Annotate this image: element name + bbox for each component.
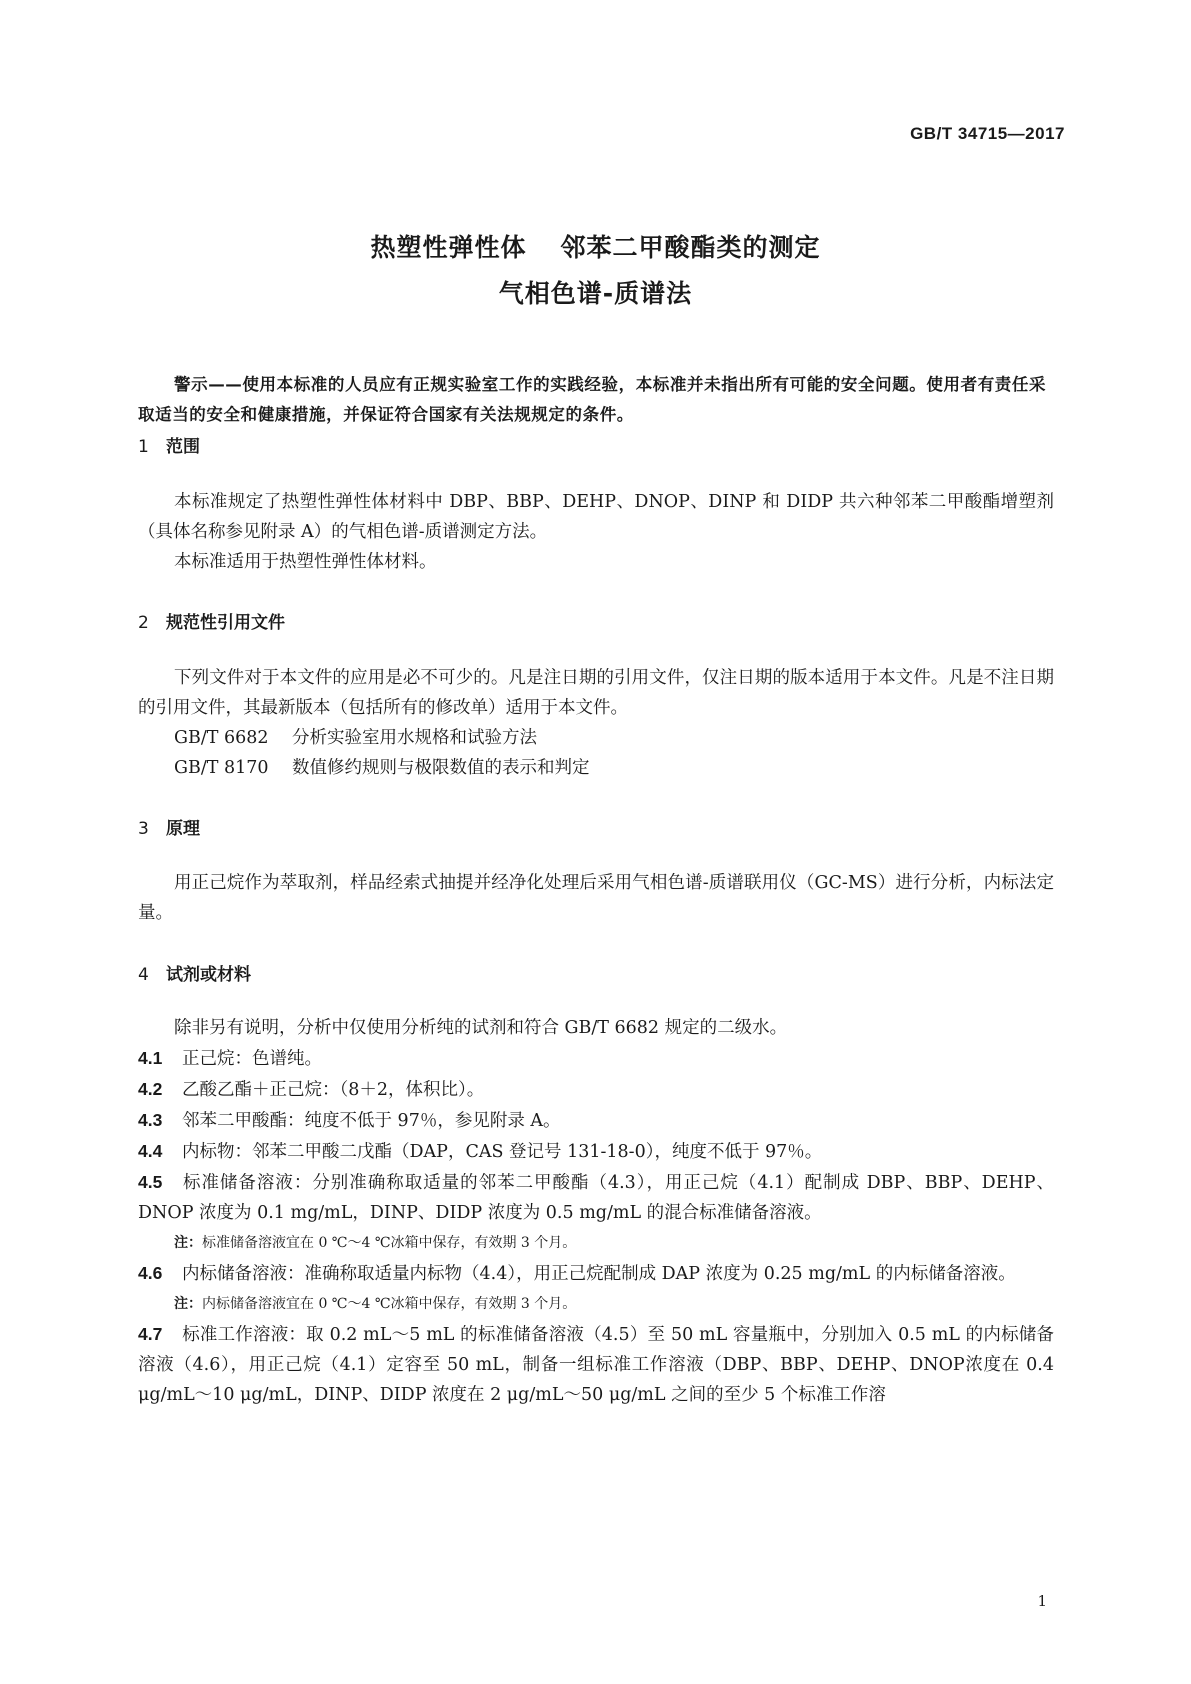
reference-title: 分析实验室用水规格和试验方法 bbox=[292, 728, 537, 748]
item-text: 标准储备溶液：分别准确称取适量的邻苯二甲酸酯（4.3），用正己烷（4.1）配制成 DBP、BBP、DEHP、DNOP 浓度为 0.1 mg/mL，DINP、DIDP 浓度为 0.5 mg/mL 的混合标准储备溶液。 bbox=[138, 1173, 1054, 1223]
item-text: 内标储备溶液：准确称取适量内标物（4.4），用正己烷配制成 DAP 浓度为 0.25 mg/mL 的内标储备溶液。 bbox=[182, 1264, 1016, 1284]
note-text: 标准储备溶液宜在 0 ℃～4 ℃冰箱中保存，有效期 3 个月。 bbox=[202, 1235, 577, 1251]
list-item bbox=[138, 1074, 1054, 1105]
title-line-2: 气相色谱-质谱法 bbox=[498, 279, 693, 308]
item-text: 邻苯二甲酸酯：纯度不低于 97％，参见附录 A。 bbox=[182, 1111, 561, 1131]
section-title: 规范性引用文件 bbox=[166, 613, 285, 633]
list-item bbox=[138, 1319, 1054, 1410]
list-item bbox=[138, 1167, 1054, 1228]
reference-code: GB/T 8170 bbox=[174, 758, 269, 778]
reference-item bbox=[138, 753, 1054, 783]
warning-paragraph: 警示——使用本标准的人员应有正规实验室工作的实践经验，本标准并未指出所有可能的安全问题。使用者有责任采取适当的安全和健康措施，并保证符合国家有关法规规定的条件。 bbox=[138, 375, 1047, 424]
section-1-heading bbox=[138, 432, 200, 457]
item-number: 4.2 bbox=[138, 1079, 163, 1099]
standard-code: GB/T 34715—2017 bbox=[910, 124, 1065, 143]
list-item bbox=[138, 1258, 1054, 1289]
paragraph: 本标准适用于热塑性弹性体材料。 bbox=[174, 552, 437, 572]
item-number: 4.1 bbox=[138, 1048, 163, 1068]
section-3-body bbox=[138, 868, 1054, 928]
note-label: 注： bbox=[174, 1235, 202, 1251]
note bbox=[138, 1228, 1054, 1258]
item-number: 4.6 bbox=[138, 1263, 163, 1283]
section-2-body bbox=[138, 663, 1054, 783]
title-part-1: 热塑性弹性体 bbox=[370, 233, 527, 262]
note bbox=[138, 1289, 1054, 1319]
paragraph: 除非另有说明，分析中仅使用分析纯的试剂和符合 GB/T 6682 规定的二级水。 bbox=[174, 1018, 788, 1038]
section-title: 范围 bbox=[166, 437, 200, 457]
reference-title: 数值修约规则与极限数值的表示和判定 bbox=[292, 758, 590, 778]
reference-item bbox=[138, 723, 1054, 753]
reference-code: GB/T 6682 bbox=[174, 728, 269, 748]
section-title: 原理 bbox=[166, 819, 200, 839]
paragraph: 下列文件对于本文件的应用是必不可少的。凡是注日期的引用文件，仅注日期的版本适用于本文件。凡是不注日期的引用文件，其最新版本（包括所有的修改单）适用于本文件。 bbox=[138, 668, 1054, 718]
item-number: 4.4 bbox=[138, 1141, 163, 1161]
section-number: 4 bbox=[138, 965, 149, 985]
item-text: 乙酸乙酯＋正己烷：（8＋2，体积比）。 bbox=[182, 1080, 485, 1100]
title-part-2: 邻苯二甲酸酯类的测定 bbox=[560, 233, 821, 262]
section-number: 1 bbox=[138, 437, 149, 457]
section-3-heading bbox=[138, 814, 200, 839]
section-4-body bbox=[138, 1013, 1054, 1410]
paragraph: 用正己烷作为萃取剂，样品经索式抽提并经净化处理后采用气相色谱-质谱联用仪（GC-MS）进行分析，内标法定量。 bbox=[138, 873, 1054, 923]
item-text: 标准工作溶液：取 0.2 mL～5 mL 的标准储备溶液（4.5）至 50 mL 容量瓶中，分别加入 0.5 mL 的内标储备溶液（4.6），用正己烷（4.1）定容至 50 mL，制备一组标准工作溶液（DBP、BBP、DEHP、DNOP浓度在 0.4 μg/mL～10 μg/mL，DINP、DIDP 浓度在 2 μg/mL～50 μg/mL 之间的至少 5 个标准工作溶 bbox=[138, 1325, 1054, 1405]
section-number: 3 bbox=[138, 819, 149, 839]
note-text: 内标储备溶液宜在 0 ℃～4 ℃冰箱中保存，有效期 3 个月。 bbox=[202, 1296, 577, 1312]
paragraph: 本标准规定了热塑性弹性体材料中 DBP、BBP、DEHP、DNOP、DINP 和 DIDP 共六种邻苯二甲酸酯增塑剂（具体名称参见附录 A）的气相色谱-质谱测定方法。 bbox=[138, 492, 1054, 542]
item-number: 4.5 bbox=[138, 1172, 163, 1192]
list-item bbox=[138, 1136, 1054, 1167]
section-title: 试剂或材料 bbox=[166, 965, 251, 985]
title-line-1 bbox=[0, 228, 1191, 264]
note-label: 注： bbox=[174, 1296, 202, 1312]
item-text: 内标物：邻苯二甲酸二戊酯（DAP，CAS 登记号 131-18-0），纯度不低于 97％。 bbox=[182, 1142, 823, 1162]
list-item bbox=[138, 1105, 1054, 1136]
section-2-heading bbox=[138, 608, 285, 633]
item-number: 4.7 bbox=[138, 1324, 163, 1344]
page-number: 1 bbox=[1037, 1592, 1047, 1610]
section-4-heading bbox=[138, 960, 251, 985]
list-item bbox=[138, 1043, 1054, 1074]
item-number: 4.3 bbox=[138, 1110, 163, 1130]
section-1-body bbox=[138, 487, 1054, 577]
item-text: 正己烷：色谱纯。 bbox=[182, 1049, 322, 1069]
section-number: 2 bbox=[138, 613, 149, 633]
